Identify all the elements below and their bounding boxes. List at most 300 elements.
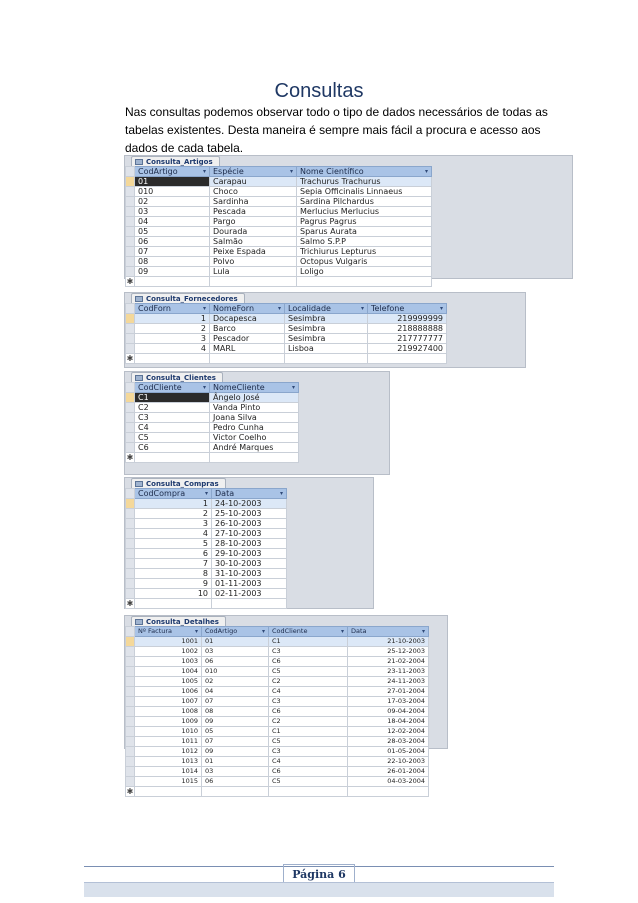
table-cell[interactable]: Sesimbra — [285, 324, 368, 334]
table-row[interactable] — [126, 727, 429, 737]
table-row[interactable] — [126, 559, 287, 569]
row-selector[interactable] — [126, 529, 135, 539]
new-record-row[interactable] — [126, 453, 299, 463]
table-row[interactable] — [126, 393, 299, 403]
row-selector[interactable] — [126, 433, 135, 443]
table-cell[interactable]: Pagrus Pagrus — [297, 217, 432, 227]
table-cell[interactable]: Pedro Cunha — [210, 423, 299, 433]
table-cell[interactable]: 01-11-2003 — [212, 579, 287, 589]
table-row[interactable] — [126, 767, 429, 777]
table-cell[interactable]: 1008 — [135, 707, 202, 717]
table-cell[interactable]: Ângelo José — [210, 393, 299, 403]
grid-corner[interactable] — [126, 383, 135, 393]
table-row[interactable] — [126, 344, 447, 354]
table-cell[interactable]: Peixe Espada — [210, 247, 297, 257]
table-cell[interactable]: 03 — [202, 767, 269, 777]
new-record-icon: ✱ — [126, 453, 134, 462]
table-row[interactable] — [126, 237, 432, 247]
table-cell[interactable]: 03 — [202, 647, 269, 657]
grid-corner[interactable] — [126, 304, 135, 314]
table-cell[interactable] — [210, 277, 297, 287]
table-cell[interactable]: Pargo — [210, 217, 297, 227]
table-cell[interactable]: C4 — [135, 423, 210, 433]
table-cell[interactable] — [135, 787, 202, 797]
chevron-down-icon[interactable]: ▾ — [289, 168, 293, 175]
row-selector[interactable] — [126, 687, 135, 697]
table-cell[interactable]: 25-10-2003 — [212, 509, 287, 519]
table-cell[interactable]: 1010 — [135, 727, 202, 737]
table-cell[interactable]: 217777777 — [368, 334, 447, 344]
table-cell[interactable]: Octopus Vulgaris — [297, 257, 432, 267]
table-row[interactable] — [126, 579, 287, 589]
query-compras-grid — [125, 488, 287, 609]
new-record-row[interactable] — [126, 599, 287, 609]
table-row[interactable] — [126, 697, 429, 707]
row-selector[interactable] — [126, 647, 135, 657]
column-header[interactable] — [368, 304, 447, 314]
table-cell[interactable]: 1005 — [135, 677, 202, 687]
chevron-down-icon[interactable]: ▾ — [360, 305, 364, 312]
table-cell[interactable]: 09 — [135, 267, 210, 277]
table-cell[interactable]: 1007 — [135, 697, 202, 707]
row-selector[interactable] — [126, 237, 135, 247]
table-cell[interactable]: 24-11-2003 — [348, 677, 429, 687]
table-cell[interactable]: 21-02-2004 — [348, 657, 429, 667]
table-row[interactable] — [126, 637, 429, 647]
table-cell[interactable]: 7 — [135, 559, 212, 569]
table-row[interactable] — [126, 667, 429, 677]
row-selector[interactable] — [126, 267, 135, 277]
table-cell[interactable]: C6 — [269, 707, 348, 717]
table-cell[interactable]: 01-05-2004 — [348, 747, 429, 757]
table-cell[interactable]: C5 — [269, 667, 348, 677]
row-selector[interactable] — [126, 539, 135, 549]
table-cell[interactable]: Sepia Officinalis Linnaeus — [297, 187, 432, 197]
table-row[interactable] — [126, 413, 299, 423]
chevron-down-icon[interactable]: ▾ — [340, 628, 344, 635]
column-header[interactable] — [135, 167, 210, 177]
table-cell[interactable]: Joana Silva — [210, 413, 299, 423]
table-cell[interactable] — [297, 277, 432, 287]
row-selector[interactable] — [126, 177, 135, 187]
column-header[interactable] — [135, 304, 210, 314]
table-cell[interactable]: Polvo — [210, 257, 297, 267]
table-cell[interactable]: 9 — [135, 579, 212, 589]
column-header[interactable] — [135, 627, 202, 637]
table-cell[interactable]: MARL — [210, 344, 285, 354]
chevron-down-icon[interactable]: ▾ — [421, 628, 425, 635]
chevron-down-icon[interactable]: ▾ — [202, 384, 206, 391]
table-cell[interactable]: 1 — [135, 314, 210, 324]
column-header-label: Espécie — [213, 167, 244, 176]
table-cell[interactable]: C3 — [269, 747, 348, 757]
table-cell[interactable]: 05 — [202, 727, 269, 737]
table-cell[interactable]: Victor Coelho — [210, 433, 299, 443]
table-cell[interactable]: 04 — [202, 687, 269, 697]
grid-corner[interactable] — [126, 627, 135, 637]
table-cell[interactable]: 28-03-2004 — [348, 737, 429, 747]
chevron-down-icon[interactable]: ▾ — [204, 490, 208, 497]
table-cell[interactable]: 04 — [135, 217, 210, 227]
table-cell[interactable]: 25-12-2003 — [348, 647, 429, 657]
table-cell[interactable]: Salmo S.P.P — [297, 237, 432, 247]
table-cell[interactable]: 219999999 — [368, 314, 447, 324]
table-row[interactable] — [126, 647, 429, 657]
table-cell[interactable]: 09-04-2004 — [348, 707, 429, 717]
chevron-down-icon[interactable]: ▾ — [194, 628, 198, 635]
table-row[interactable] — [126, 687, 429, 697]
table-cell[interactable]: 09 — [202, 747, 269, 757]
new-record-icon: ✱ — [126, 787, 134, 796]
new-record-row[interactable] — [126, 277, 432, 287]
table-row[interactable] — [126, 677, 429, 687]
table-cell[interactable]: Pescada — [210, 207, 297, 217]
table-cell[interactable]: 10 — [135, 589, 212, 599]
table-cell[interactable]: 27-01-2004 — [348, 687, 429, 697]
table-cell[interactable]: 02-11-2003 — [212, 589, 287, 599]
table-cell[interactable]: C5 — [135, 433, 210, 443]
table-row[interactable] — [126, 267, 432, 277]
column-header-label: Telefone — [371, 304, 405, 313]
table-cell[interactable]: Trachurus Trachurus — [297, 177, 432, 187]
table-cell[interactable]: Sardinha — [210, 197, 297, 207]
column-header[interactable] — [210, 383, 299, 393]
table-cell[interactable]: 29-10-2003 — [212, 549, 287, 559]
chevron-down-icon[interactable]: ▾ — [279, 490, 283, 497]
table-cell[interactable]: 2 — [135, 509, 212, 519]
row-selector[interactable] — [126, 509, 135, 519]
table-cell[interactable]: Salmão — [210, 237, 297, 247]
table-cell[interactable]: 02 — [202, 677, 269, 687]
table-cell[interactable]: 28-10-2003 — [212, 539, 287, 549]
table-cell[interactable]: Vanda Pinto — [210, 403, 299, 413]
table-row[interactable] — [126, 187, 432, 197]
table-cell[interactable]: 06 — [202, 657, 269, 667]
table-row[interactable] — [126, 197, 432, 207]
column-header[interactable] — [135, 383, 210, 393]
row-selector[interactable] — [126, 413, 135, 423]
table-cell[interactable]: 26-10-2003 — [212, 519, 287, 529]
table-cell[interactable]: 1001 — [135, 637, 202, 647]
table-cell[interactable]: 21-10-2003 — [348, 637, 429, 647]
row-selector[interactable] — [126, 344, 135, 354]
table-cell[interactable]: Sardina Pilchardus — [297, 197, 432, 207]
table-cell[interactable]: C1 — [269, 637, 348, 647]
table-cell[interactable]: 4 — [135, 344, 210, 354]
table-cell[interactable]: 22-10-2003 — [348, 757, 429, 767]
query-icon — [135, 159, 143, 165]
table-cell[interactable]: C5 — [269, 737, 348, 747]
row-selector[interactable] — [126, 227, 135, 237]
table-cell[interactable]: C1 — [269, 727, 348, 737]
table-cell[interactable]: 09 — [202, 717, 269, 727]
table-row[interactable] — [126, 423, 299, 433]
new-record-row[interactable] — [126, 787, 429, 797]
column-header[interactable] — [202, 627, 269, 637]
row-selector[interactable] — [126, 559, 135, 569]
table-row[interactable] — [126, 443, 299, 453]
table-row[interactable] — [126, 433, 299, 443]
column-header[interactable] — [135, 489, 212, 499]
table-cell[interactable]: 08 — [202, 707, 269, 717]
row-selector[interactable] — [126, 324, 135, 334]
row-selector[interactable] — [126, 677, 135, 687]
table-cell[interactable]: 03 — [135, 207, 210, 217]
table-row[interactable] — [126, 737, 429, 747]
table-cell[interactable]: Lisboa — [285, 344, 368, 354]
row-selector[interactable] — [126, 737, 135, 747]
row-selector[interactable] — [126, 717, 135, 727]
table-cell[interactable]: 17-03-2004 — [348, 697, 429, 707]
row-selector[interactable] — [126, 747, 135, 757]
column-header-label: Nº Factura — [138, 627, 173, 635]
table-cell[interactable]: 02 — [135, 197, 210, 207]
row-selector[interactable] — [126, 314, 135, 324]
row-selector[interactable] — [126, 707, 135, 717]
row-selector[interactable] — [126, 519, 135, 529]
column-header-label: NomeForn — [213, 304, 255, 313]
table-cell[interactable]: 24-10-2003 — [212, 499, 287, 509]
table-cell[interactable]: 05 — [135, 227, 210, 237]
column-header[interactable] — [348, 627, 429, 637]
new-record-row[interactable] — [126, 354, 447, 364]
table-cell[interactable]: C6 — [269, 767, 348, 777]
table-cell[interactable]: Trichiurus Lepturus — [297, 247, 432, 257]
page-title: Consultas — [274, 80, 364, 102]
table-row[interactable] — [126, 177, 432, 187]
table-cell[interactable]: 04-03-2004 — [348, 777, 429, 787]
table-row[interactable] — [126, 747, 429, 757]
table-cell[interactable]: C3 — [135, 413, 210, 423]
table-cell[interactable]: Dourada — [210, 227, 297, 237]
table-cell[interactable]: C1 — [135, 393, 210, 403]
table-cell[interactable]: Merlucius Merlucius — [297, 207, 432, 217]
row-selector[interactable] — [126, 777, 135, 787]
row-selector[interactable] — [126, 207, 135, 217]
row-selector[interactable] — [126, 579, 135, 589]
table-cell[interactable] — [348, 787, 429, 797]
row-selector[interactable] — [126, 197, 135, 207]
table-cell[interactable]: Carapau — [210, 177, 297, 187]
table-cell[interactable]: 1003 — [135, 657, 202, 667]
table-cell[interactable]: 010 — [135, 187, 210, 197]
chevron-down-icon[interactable]: ▾ — [202, 305, 206, 312]
query-fornecedores-window — [124, 292, 526, 368]
table-row[interactable] — [126, 549, 287, 559]
column-header[interactable] — [285, 304, 368, 314]
table-cell[interactable]: 01 — [202, 637, 269, 647]
row-selector[interactable] — [126, 403, 135, 413]
table-cell[interactable]: 1012 — [135, 747, 202, 757]
table-cell[interactable]: 08 — [135, 257, 210, 267]
table-cell[interactable]: 6 — [135, 549, 212, 559]
table-row[interactable] — [126, 509, 287, 519]
table-row[interactable] — [126, 314, 447, 324]
chevron-down-icon[interactable]: ▾ — [261, 628, 265, 635]
table-cell[interactable] — [269, 787, 348, 797]
table-cell[interactable]: Sesimbra — [285, 334, 368, 344]
table-row[interactable] — [126, 227, 432, 237]
row-selector[interactable] — [126, 187, 135, 197]
table-cell[interactable]: 30-10-2003 — [212, 559, 287, 569]
table-cell[interactable]: Lula — [210, 267, 297, 277]
table-row[interactable] — [126, 757, 429, 767]
row-selector[interactable] — [126, 569, 135, 579]
table-cell[interactable] — [202, 787, 269, 797]
table-row[interactable] — [126, 539, 287, 549]
table-cell[interactable]: 07 — [135, 247, 210, 257]
table-cell[interactable]: Docapesca — [210, 314, 285, 324]
table-cell[interactable]: C4 — [269, 757, 348, 767]
table-row[interactable] — [126, 717, 429, 727]
table-row[interactable] — [126, 499, 287, 509]
table-row[interactable] — [126, 217, 432, 227]
table-cell[interactable] — [368, 354, 447, 364]
row-selector[interactable] — [126, 423, 135, 433]
table-row[interactable] — [126, 707, 429, 717]
column-header-label: CodArtigo — [205, 627, 238, 635]
table-cell[interactable]: C6 — [269, 657, 348, 667]
table-cell[interactable]: Sparus Aurata — [297, 227, 432, 237]
table-row[interactable] — [126, 257, 432, 267]
chevron-down-icon[interactable]: ▾ — [202, 168, 206, 175]
table-cell[interactable]: C2 — [269, 717, 348, 727]
table-row[interactable] — [126, 324, 447, 334]
table-cell[interactable] — [285, 354, 368, 364]
query-detalhes-window — [124, 615, 448, 796]
column-header[interactable] — [210, 304, 285, 314]
table-row[interactable] — [126, 247, 432, 257]
row-selector[interactable] — [126, 334, 135, 344]
table-cell[interactable]: 06 — [135, 237, 210, 247]
chevron-down-icon[interactable]: ▾ — [277, 305, 281, 312]
table-cell[interactable]: C4 — [269, 687, 348, 697]
table-row[interactable] — [126, 334, 447, 344]
table-cell[interactable]: 26-01-2004 — [348, 767, 429, 777]
table-row[interactable] — [126, 657, 429, 667]
table-cell[interactable]: 23-11-2003 — [348, 667, 429, 677]
table-cell[interactable]: C6 — [135, 443, 210, 453]
table-cell[interactable]: 1006 — [135, 687, 202, 697]
table-cell[interactable]: 1002 — [135, 647, 202, 657]
row-selector[interactable] — [126, 257, 135, 267]
table-row[interactable] — [126, 529, 287, 539]
table-cell[interactable]: 218888888 — [368, 324, 447, 334]
chevron-down-icon[interactable]: ▾ — [424, 168, 428, 175]
column-header[interactable] — [297, 167, 432, 177]
column-header[interactable] — [269, 627, 348, 637]
table-cell[interactable]: 1011 — [135, 737, 202, 747]
table-cell[interactable]: 2 — [135, 324, 210, 334]
table-cell[interactable]: 12-02-2004 — [348, 727, 429, 737]
intro-line: dados de cada tabela. — [125, 141, 244, 155]
row-selector[interactable] — [126, 443, 135, 453]
row-selector[interactable] — [126, 247, 135, 257]
table-cell[interactable]: 4 — [135, 529, 212, 539]
table-cell[interactable]: C3 — [269, 697, 348, 707]
query-clientes-tab-label: Consulta_Clientes — [146, 374, 216, 382]
table-cell[interactable]: 27-10-2003 — [212, 529, 287, 539]
row-selector[interactable] — [126, 637, 135, 647]
row-selector[interactable] — [126, 499, 135, 509]
table-cell[interactable]: 219927400 — [368, 344, 447, 354]
table-cell[interactable]: C3 — [269, 647, 348, 657]
table-cell[interactable]: Loligo — [297, 267, 432, 277]
table-cell[interactable]: 8 — [135, 569, 212, 579]
grid-corner[interactable] — [126, 167, 135, 177]
table-cell[interactable]: 31-10-2003 — [212, 569, 287, 579]
table-cell[interactable] — [135, 354, 210, 364]
table-cell[interactable]: C2 — [135, 403, 210, 413]
table-cell[interactable] — [212, 599, 287, 609]
row-selector[interactable] — [126, 667, 135, 677]
row-selector[interactable] — [126, 217, 135, 227]
grid-corner[interactable] — [126, 489, 135, 499]
column-header-label: CodCliente — [138, 383, 182, 392]
table-row[interactable] — [126, 569, 287, 579]
table-cell[interactable] — [135, 453, 210, 463]
row-selector[interactable] — [126, 393, 135, 403]
chevron-down-icon[interactable]: ▾ — [439, 305, 443, 312]
table-row[interactable] — [126, 589, 287, 599]
table-cell[interactable] — [210, 354, 285, 364]
table-row[interactable] — [126, 519, 287, 529]
query-artigos-window — [124, 155, 573, 286]
row-selector[interactable] — [126, 757, 135, 767]
table-cell[interactable]: 01 — [202, 757, 269, 767]
row-selector[interactable] — [126, 767, 135, 777]
table-cell[interactable]: 1013 — [135, 757, 202, 767]
table-cell[interactable] — [210, 453, 299, 463]
table-cell[interactable]: 18-04-2004 — [348, 717, 429, 727]
table-cell[interactable]: André Marques — [210, 443, 299, 453]
table-cell[interactable]: 1015 — [135, 777, 202, 787]
query-compras-window — [124, 477, 374, 609]
table-cell[interactable]: 3 — [135, 519, 212, 529]
table-cell[interactable] — [135, 599, 212, 609]
row-selector[interactable] — [126, 657, 135, 667]
table-cell[interactable]: 07 — [202, 697, 269, 707]
table-cell[interactable]: Pescador — [210, 334, 285, 344]
table-row[interactable] — [126, 403, 299, 413]
column-header[interactable] — [212, 489, 287, 499]
row-selector[interactable] — [126, 549, 135, 559]
table-cell[interactable]: 5 — [135, 539, 212, 549]
table-cell[interactable]: Sesimbra — [285, 314, 368, 324]
table-cell[interactable]: 06 — [202, 777, 269, 787]
table-cell[interactable] — [135, 277, 210, 287]
table-cell[interactable]: Choco — [210, 187, 297, 197]
table-cell[interactable]: 1009 — [135, 717, 202, 727]
table-cell[interactable]: C2 — [269, 677, 348, 687]
column-header[interactable] — [210, 167, 297, 177]
table-cell[interactable]: 1004 — [135, 667, 202, 677]
chevron-down-icon[interactable]: ▾ — [291, 384, 295, 391]
table-row[interactable] — [126, 207, 432, 217]
table-cell[interactable]: 1014 — [135, 767, 202, 777]
row-selector[interactable] — [126, 697, 135, 707]
table-cell[interactable]: Barco — [210, 324, 285, 334]
table-row[interactable] — [126, 777, 429, 787]
table-cell[interactable]: 01 — [135, 177, 210, 187]
row-selector[interactable] — [126, 589, 135, 599]
table-cell[interactable]: 010 — [202, 667, 269, 677]
table-cell[interactable]: 3 — [135, 334, 210, 344]
table-cell[interactable]: 07 — [202, 737, 269, 747]
table-cell[interactable]: C5 — [269, 777, 348, 787]
table-cell[interactable]: 1 — [135, 499, 212, 509]
row-selector[interactable] — [126, 727, 135, 737]
